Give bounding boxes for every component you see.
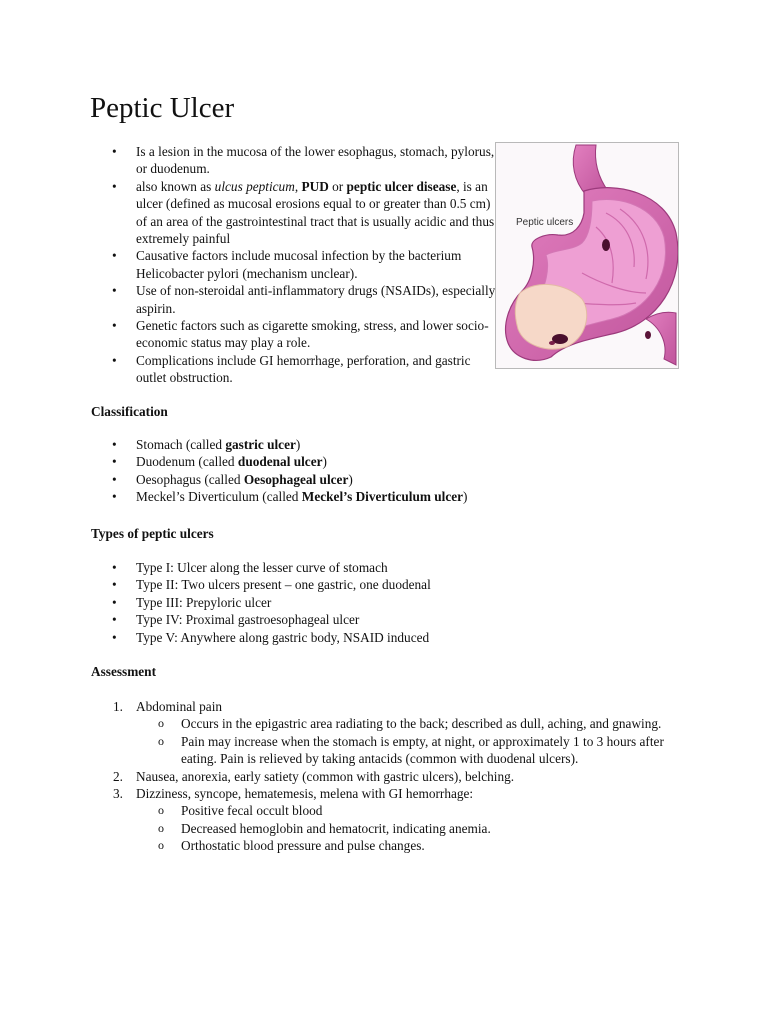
types-list: [91, 559, 691, 646]
list-item: • Type II: Two ulcers present – one gastric, one duodenal: [91, 576, 691, 593]
list-item: • Use of non-steroidal anti-inflammatory drugs (NSAIDs), especially aspirin.: [91, 282, 503, 317]
sub-list-item: o Decreased hemoglobin and hematocrit, indicating anemia.: [136, 820, 686, 837]
sub-list-item: o Occurs in the epigastric area radiating to the back; described as dull, aching, and gnawing.: [136, 715, 686, 732]
intro-list: [91, 143, 503, 387]
list-item: • Stomach (called gastric ulcer): [91, 436, 691, 453]
list-item: 3. Dizziness, syncope, hematemesis, melena with GI hemorrhage: o Positive fecal occult blood o Decreased hemoglobin and hematocrit, indicating anemia. o Orthostatic blood pressure and pulse changes.: [91, 785, 691, 855]
list-item: • Is a lesion in the mucosa of the lower esophagus, stomach, pylorus, or duodenum.: [91, 143, 503, 178]
list-item: • Oesophagus (called Oesophageal ulcer): [91, 471, 691, 488]
assessment-list: [91, 698, 691, 855]
stomach-drawing: [496, 143, 678, 368]
assessment-heading: Assessment: [91, 664, 157, 679]
classification-list: [91, 436, 691, 506]
sub-list: [136, 715, 691, 767]
list-item: • also known as ulcus pepticum, PUD or peptic ulcer disease, is an ulcer (defined as mucosal erosions equal to or greater than 0.5 cm) of an area of the gastrointestinal tract that is usually acidic and thus extremely painful: [91, 178, 503, 248]
list-item: • Type I: Ulcer along the lesser curve of stomach: [91, 559, 691, 576]
sub-list-item: o Positive fecal occult blood: [136, 802, 686, 819]
types-heading: Types of peptic ulcers: [91, 526, 214, 541]
list-item: • Complications include GI hemorrhage, perforation, and gastric outlet obstruction.: [91, 352, 503, 387]
list-item: • Causative factors include mucosal infection by the bacterium Helicobacter pylori (mechanism unclear).: [91, 247, 503, 282]
list-item: • Genetic factors such as cigarette smoking, stress, and lower socio-economic status may play a role.: [91, 317, 503, 352]
sub-list: [136, 802, 691, 854]
stomach-illustration: [495, 142, 679, 369]
list-item: • Type V: Anywhere along gastric body, NSAID induced: [91, 629, 691, 646]
sub-list-item: o Orthostatic blood pressure and pulse changes.: [136, 837, 686, 854]
page-title: Peptic Ulcer: [90, 92, 235, 124]
list-item: • Type III: Prepyloric ulcer: [91, 594, 691, 611]
list-item: 1. Abdominal pain o Occurs in the epigastric area radiating to the back; described as dull, aching, and gnawing. o Pain may increase when the stomach is empty, at night, or approximately 1 to 3 hours after eating. Pain is relieved by taking antacids (common with duodenal ulcers).: [91, 698, 691, 768]
list-item: • Duodenum (called duodenal ulcer): [91, 453, 691, 470]
sub-list-item: o Pain may increase when the stomach is empty, at night, or approximately 1 to 3 hours after eating. Pain is relieved by taking antacids (common with duodenal ulcers).: [136, 733, 686, 768]
list-item: • Meckel’s Diverticulum (called Meckel’s Diverticulum ulcer): [91, 488, 691, 505]
figure-label: Peptic ulcers: [516, 217, 574, 228]
list-item: • Type IV: Proximal gastroesophageal ulcer: [91, 611, 691, 628]
list-item: 2. Nausea, anorexia, early satiety (common with gastric ulcers), belching.: [113, 768, 515, 784]
classification-heading: Classification: [91, 404, 168, 419]
